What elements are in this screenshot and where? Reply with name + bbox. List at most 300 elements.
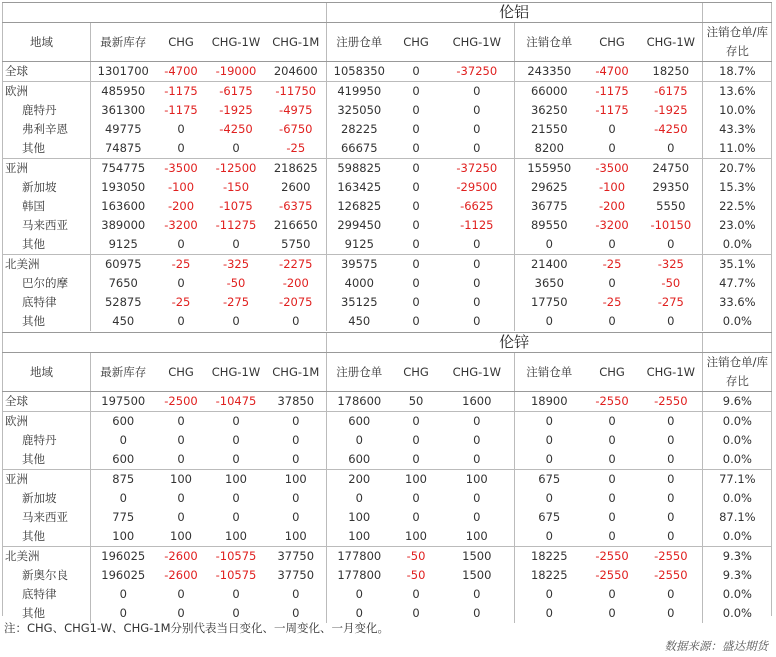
table-cell: 598825 [326,159,392,179]
table-cell: 0 [412,314,420,328]
table-cell: 10.0% [702,101,772,120]
region-name: 北美洲 [2,547,90,567]
table-cell: -200 [167,199,195,213]
table-row [2,62,772,82]
table-cell: -10575 [206,547,266,567]
column-header: CHG [584,353,640,392]
table-cell: 0 [177,237,185,251]
table-cell: -1175 [156,82,206,102]
table-cell: -275 [222,295,250,309]
table-cell: 875 [90,470,156,490]
aluminum-header-row [2,23,772,62]
table-cell: 0 [412,237,420,251]
table-cell: 0 [440,412,514,432]
table-cell: -2600 [164,568,198,582]
table-cell: 0 [640,412,702,432]
aluminum-section-title: 伦铝 [326,3,702,23]
table-cell: 0 [292,491,300,505]
table-cell: 0 [514,527,584,547]
table-cell: -1175 [164,103,198,117]
column-header: 地域 [2,23,90,62]
table-cell: 196025 [90,547,156,567]
table-cell: -200 [282,276,309,290]
table-cell: 0 [232,141,240,155]
table-cell: 0 [412,510,420,524]
table-row [2,101,772,120]
table-cell: 0 [412,141,420,155]
table-cell: 9.3% [702,547,772,567]
table-cell: 100 [392,470,440,490]
table-cell: 100 [465,529,488,543]
table-cell: 0 [90,604,156,623]
table-cell: 0 [608,452,616,466]
table-row [2,235,772,255]
table-cell: 0 [232,433,240,447]
column-header: CHG [156,353,206,392]
table-cell: 52875 [90,293,156,312]
table-cell: -2600 [156,547,206,567]
table-cell: 66675 [326,139,392,159]
table-row [2,392,772,412]
aluminum-title-row [2,3,772,23]
table-cell: 29625 [514,178,584,197]
table-cell: 200 [326,470,392,490]
table-cell: -1175 [584,82,640,102]
table-cell: 0 [412,64,420,78]
table-cell: 0 [292,510,300,524]
table-cell: -6750 [279,122,313,136]
title-spacer [2,3,326,23]
region-name: 亚洲 [2,159,90,179]
table-cell: 0 [292,606,300,620]
table-cell: 0 [412,122,420,136]
table-cell: 11.0% [702,139,772,159]
table-cell: 9125 [326,235,392,255]
table-cell: -3500 [156,159,206,179]
column-header: 注销仓单 [514,23,584,62]
location-name: 其他 [22,606,45,620]
table-row [2,312,772,331]
column-header: CHG-1W [640,353,702,392]
table-cell: 178600 [326,392,392,412]
table-cell: 196025 [90,566,156,585]
table-cell: -1925 [654,103,688,117]
table-row [2,120,772,139]
table-cell: 0 [667,314,675,328]
table-cell: 0 [232,237,240,251]
table-cell: -2550 [640,547,702,567]
column-header: 注销仓单/库存比 [702,353,772,392]
location-name: 其他 [22,314,45,328]
table-cell: 2600 [281,180,311,194]
table-cell: 0 [640,470,702,490]
location-name: 新奥尔良 [22,568,68,582]
table-cell: -6175 [206,82,266,102]
table-cell: 0 [232,314,240,328]
table-cell: 21400 [514,255,584,275]
location-name: 底特律 [22,587,57,601]
table-cell: 450 [326,312,392,331]
location-name: 其他 [22,141,45,155]
table-cell: -4250 [219,122,253,136]
table-cell: 0 [177,491,185,505]
table-cell: 37750 [277,568,315,582]
table-cell: 0 [608,433,616,447]
table-cell: 204600 [273,64,318,78]
location-name: 巴尔的摩 [22,276,68,290]
table-cell: -1075 [219,199,253,213]
table-cell: 0 [608,314,616,328]
table-cell: 0.0% [702,604,772,623]
table-cell: 0 [514,604,584,623]
table-cell: 18225 [514,547,584,567]
region-name: 北美洲 [2,255,90,275]
table-cell: 325050 [326,101,392,120]
column-header: CHG-1W [440,23,514,62]
table-cell: 0 [392,412,440,432]
table-cell: 47.7% [702,274,772,293]
table-cell: 361300 [90,101,156,120]
data-source: 数据来源：盛达期货 [664,639,768,653]
table-cell: 0 [473,587,481,601]
table-cell: -150 [222,180,250,194]
table-cell: 4000 [326,274,392,293]
column-header: CHG-1W [440,353,514,392]
table-cell: 0 [473,314,481,328]
table-cell: 0 [177,141,185,155]
table-cell: -6625 [460,199,494,213]
table-row [2,450,772,470]
table-cell: 21550 [514,120,584,139]
table-cell: 43.3% [702,120,772,139]
title-spacer [702,3,772,23]
table-cell: 0 [667,141,675,155]
table-cell: 0 [177,587,185,601]
table-cell: 0 [156,412,206,432]
table-cell: 0 [392,159,440,179]
table-cell: 5750 [281,237,311,251]
table-cell: 0 [584,470,640,490]
table-cell: 0 [608,587,616,601]
location-name: 鹿特丹 [22,103,57,117]
location-name: 其他 [22,237,45,251]
table-cell: 0 [473,237,481,251]
table-cell: 0 [514,235,584,255]
column-header: 注册仓单 [326,353,392,392]
table-cell: 299450 [326,216,392,235]
table-cell: 0 [473,452,481,466]
table-row [2,547,772,567]
table-cell: 100 [225,529,247,543]
table-cell: 0 [326,489,392,508]
zinc-header-row [2,353,772,392]
column-header: CHG [584,23,640,62]
title-spacer [702,333,772,353]
table-cell: 0 [412,587,420,601]
table-cell: 0 [177,314,185,328]
table-cell: -2550 [654,568,688,582]
table-cell: -3200 [595,218,629,232]
table-cell: 100 [405,529,427,543]
table-cell: 675 [514,508,584,527]
table-cell: 0 [514,585,584,604]
table-cell: 0 [514,431,584,450]
table-cell: 9.3% [702,566,772,585]
table-cell: 100 [266,470,326,490]
table-cell: -10575 [215,568,257,582]
location-name: 其他 [22,452,45,466]
table-row [2,82,772,102]
table-cell: -1125 [460,218,494,232]
table-cell: 0 [667,529,675,543]
table-cell: 0 [667,587,675,601]
table-cell: 35125 [326,293,392,312]
table-cell: 0 [326,431,392,450]
table-cell: 37750 [266,547,326,567]
table-cell: 600 [326,412,392,432]
table-cell: 33.6% [702,293,772,312]
table-cell: 100 [326,508,392,527]
table-cell: 0 [667,510,675,524]
table-cell: 0 [608,491,616,505]
table-cell: 0 [206,412,266,432]
table-cell: 0 [412,491,420,505]
table-cell: 0 [584,412,640,432]
table-cell: 87.1% [702,508,772,527]
table-cell: 89550 [514,216,584,235]
table-cell: 0 [266,412,326,432]
table-cell: -4700 [595,64,629,78]
table-cell: 100 [326,527,392,547]
table-cell: -200 [598,199,626,213]
table-cell: 0.0% [702,412,772,432]
table-cell: -3200 [164,218,198,232]
column-header: 注销仓单 [514,353,584,392]
table-cell: 600 [90,412,156,432]
table-cell: 22.5% [702,197,772,216]
table-cell: 675 [514,470,584,490]
table-row [2,431,772,450]
table-cell: 0 [514,312,584,331]
table-cell: -1925 [219,103,253,117]
table-cell: 0 [608,122,616,136]
table-cell: -50 [226,276,246,290]
table-cell: 0 [608,276,616,290]
table-row [2,470,772,490]
table-cell: 0 [473,276,481,290]
table-cell: 17750 [514,293,584,312]
aluminum-table [2,2,772,331]
location-name: 新加坡 [22,180,57,194]
table-row [2,255,772,275]
table-cell: 0 [412,180,420,194]
table-cell: 126825 [326,197,392,216]
table-cell: 35.1% [702,255,772,275]
table-cell: 450 [90,312,156,331]
table-cell: -25 [156,255,206,275]
column-header: CHG [156,23,206,62]
table-cell: -50 [406,568,426,582]
table-cell: 0 [667,237,675,251]
table-cell: 0 [232,587,240,601]
table-cell: -25 [286,141,306,155]
table-cell: -2550 [595,568,629,582]
table-cell: 0 [473,433,481,447]
table-cell: 193050 [90,178,156,197]
table-cell: 0 [177,433,185,447]
table-cell: -6375 [279,199,313,213]
table-cell: 0 [667,491,675,505]
table-cell: 1600 [462,394,492,408]
table-cell: 23.0% [702,216,772,235]
table-cell: -2500 [164,394,198,408]
table-row [2,508,772,527]
table-cell: -2550 [654,394,688,408]
table-cell: 18250 [652,64,690,78]
table-cell: 0 [473,510,481,524]
table-cell: 0 [412,295,420,309]
table-cell: 389000 [90,216,156,235]
table-cell: 15.3% [702,178,772,197]
table-cell: -12500 [206,159,266,179]
table-cell: 0 [292,314,300,328]
table-cell: -325 [206,255,266,275]
table-row [2,159,772,179]
table-cell: 163600 [90,197,156,216]
table-cell: -11750 [266,82,326,102]
column-header: CHG [392,353,440,392]
table-cell: -37250 [456,64,498,78]
table-cell: 0 [608,529,616,543]
table-cell: 18900 [514,392,584,412]
table-cell: 0 [608,141,616,155]
table-cell: 0.0% [702,585,772,604]
table-cell: 177800 [326,566,392,585]
location-name: 其他 [22,529,45,543]
table-cell: 5550 [656,199,686,213]
title-spacer [2,333,326,353]
table-cell: 9125 [90,235,156,255]
table-cell: 77.1% [702,470,772,490]
table-cell: 0 [177,510,185,524]
table-cell: 0 [514,489,584,508]
footnote: 注：CHG、CHG1-W、CHG-1M分别代表当日变化、一周变化、一月变化。 [4,621,390,635]
table-cell: 0 [473,491,481,505]
table-cell: 0 [412,276,420,290]
table-cell: 0 [292,433,300,447]
table-cell: 100 [170,529,192,543]
region-name: 亚洲 [2,470,90,490]
table-cell: 1500 [462,568,492,582]
table-cell: -25 [171,295,191,309]
table-cell: -2275 [266,255,326,275]
table-cell: 0 [667,452,675,466]
location-name: 底特律 [22,295,57,309]
table-cell: 163425 [326,178,392,197]
table-row [2,566,772,585]
table-cell: 419950 [326,82,392,102]
column-header: CHG-1M [266,353,326,392]
table-cell: 485950 [90,82,156,102]
table-cell: 0 [292,587,300,601]
table-cell: 9.6% [702,392,772,412]
table-cell: 7650 [90,274,156,293]
table-row [2,216,772,235]
table-cell: -19000 [215,64,257,78]
table-cell: -275 [657,295,684,309]
table-cell: 0 [177,606,185,620]
table-cell: 216650 [273,218,318,232]
region-name: 全球 [5,394,28,408]
table-cell: 100 [90,527,156,547]
table-cell: 754775 [90,159,156,179]
table-cell: 49775 [90,120,156,139]
zinc-title-row [2,333,772,353]
table-cell: -100 [167,180,195,194]
table-cell: 0 [392,82,440,102]
table-cell: 0 [412,103,420,117]
table-cell: -10150 [650,218,692,232]
zinc-section-title: 伦锌 [326,333,702,353]
table-cell: 0.0% [702,312,772,331]
table-row [2,489,772,508]
table-cell: 0 [412,218,420,232]
table-cell: 197500 [90,392,156,412]
table-cell: 0 [412,433,420,447]
table-cell: 177800 [326,547,392,567]
table-cell: 100 [156,470,206,490]
table-cell: 0 [326,604,392,623]
location-name: 马来西亚 [22,510,68,524]
table-cell: -4975 [279,103,313,117]
table-cell: 74875 [90,139,156,159]
table-cell: 13.6% [702,82,772,102]
table-cell: 18225 [514,566,584,585]
table-cell: 775 [90,508,156,527]
column-header: 最新库存 [90,23,156,62]
table-row [2,178,772,197]
table-cell: 1058350 [326,62,392,82]
table-cell: -11275 [215,218,257,232]
location-name: 新加坡 [22,491,57,505]
table-cell: 18.7% [702,62,772,82]
table-cell: 24750 [640,159,702,179]
zinc-table [2,332,772,623]
table-cell: 0 [412,606,420,620]
table-cell: 243350 [514,62,584,82]
table-cell: 0.0% [702,235,772,255]
table-cell: 0 [667,606,675,620]
column-header: CHG [392,23,440,62]
table-cell: 20.7% [702,159,772,179]
table-cell: 0 [292,452,300,466]
table-cell: 0 [473,122,481,136]
table-cell: 0 [90,431,156,450]
region-name: 全球 [5,64,28,78]
table-row [2,585,772,604]
table-cell: -50 [661,276,681,290]
table-row [2,412,772,432]
table-cell: 66000 [514,82,584,102]
table-cell: 100 [284,529,307,543]
table-cell: -1175 [595,103,629,117]
table-cell: 28225 [326,120,392,139]
location-name: 马来西亚 [22,218,68,232]
table-cell: 0 [90,489,156,508]
table-row [2,139,772,159]
table-cell: 600 [90,450,156,470]
table-cell: 50 [408,394,424,408]
